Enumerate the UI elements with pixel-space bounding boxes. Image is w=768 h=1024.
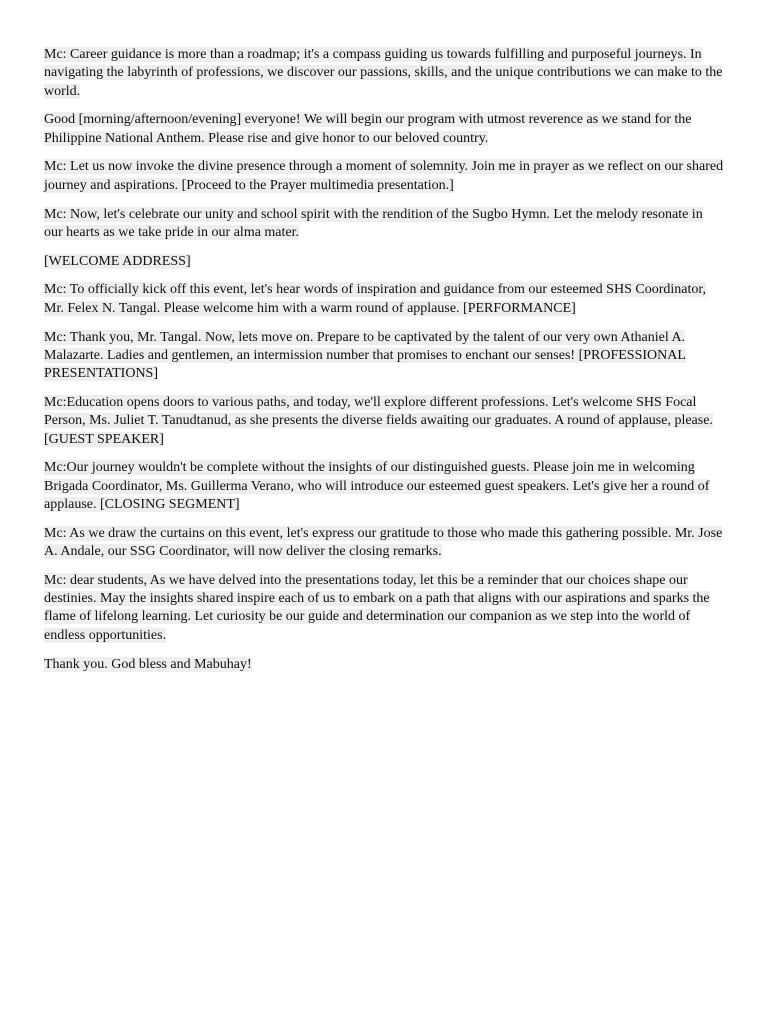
paragraph-text: [WELCOME ADDRESS] [44,253,191,269]
paragraph-performance [44,329,724,384]
paragraph-closing-remarks [44,525,724,562]
document-page [44,46,724,684]
paragraph-text: Mc: To officially kick off this event, let's hear words of inspiration and guidance from our esteemed SHS Coordinator, Mr. Felex N. Tangal. Please welcome him with a warm round of applause. [PERFORMANCE] [44,282,706,316]
paragraph-text: Mc: Career guidance is more than a roadmap; it's a compass guiding us towards fulfilling and purposeful journeys. In navigating the labyrinth of professions, we discover our passions, skills, and the unique contributions we can make to the world. [44,47,723,99]
paragraph-final-message [44,572,724,645]
paragraph-sugbo-hymn [44,206,724,243]
paragraph-text: Mc: Let us now invoke the divine presence through a moment of solemnity. Join me in prayer as we reflect on our shared journey and aspirations. [Proceed to the Prayer multimedia presentation.] [44,159,724,193]
paragraph-prayer [44,158,724,195]
paragraph-opening [44,46,724,101]
paragraph-professional-presentations [44,394,724,449]
paragraph-welcome-address [44,281,724,318]
paragraph-guest-speaker [44,459,724,514]
paragraph-thank-you [44,656,724,674]
paragraph-text: Mc: dear students, As we have delved into the presentations today, let this be a reminder that our choices shape our destinies. May the insights shared inspire each of us to embark on a path that aligns with our aspirations and sparks the flame of lifelong learning. Let curiosity be our guide and determination our companion as we step into the world of endless opportunities. [44,572,710,643]
paragraph-text: Mc: Thank you, Mr. Tangal. Now, lets move on. Prepare to be captivated by the talent of our very own Athaniel A. Malazarte. Ladies and gentlemen, an intermission number that promises to enchant our senses! [PROFESSIONAL PRESENTATIONS] [44,329,686,382]
paragraph-text: Mc: Now, let's celebrate our unity and school spirit with the rendition of the Sugbo Hymn. Let the melody resonate in our hearts as we take pride in our alma mater. [44,206,703,240]
paragraph-welcome-address-heading [44,253,724,271]
paragraph-text: Mc: As we draw the curtains on this event, let's express our gratitude to those who made this gathering possible. Mr. Jose A. Andale, our SSG Coordinator, will now deliver the closing remarks. [44,525,723,560]
paragraph-text: Mc:Our journey wouldn't be complete without the insights of our distinguished guests. Please join me in welcoming Brigada Coordinator, Ms. Guillerma Verano, who will introduce our esteemed guest speakers. Let's give her a round of applause. [CLOSING SEGMENT] [44,460,710,512]
paragraph-national-anthem [44,111,724,148]
paragraph-text: Thank you. God bless and Mabuhay! [44,656,252,672]
paragraph-text: Mc:Education opens doors to various paths, and today, we'll explore different professions. Let's welcome SHS Focal Person, Ms. Juliet T. Tanudtanud, as she presents the diverse fields awaiting our graduates. A round of applause, please. [GUEST SPEAKER] [44,394,713,447]
paragraph-text: Good [morning/afternoon/evening] everyone! We will begin our program with utmost reverence as we stand for the Philippine National Anthem. Please rise and give honor to our beloved country. [44,112,692,146]
